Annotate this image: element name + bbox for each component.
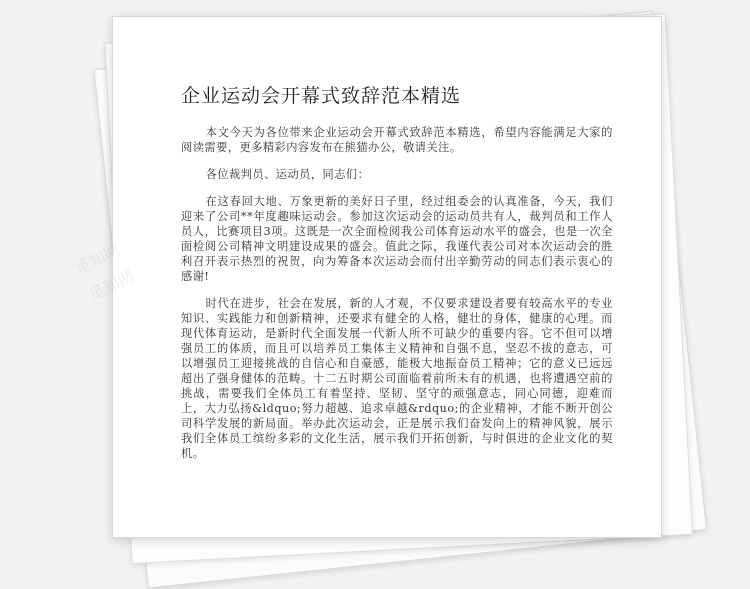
intro-paragraph: 本文今天为各位带来企业运动会开幕式致辞范本精选，希望内容能满足大家的阅读需要，更多精彩内容发布在熊猫办公，敬请关注。 xyxy=(181,126,613,154)
page-title: 企业运动会开幕式致辞范本精选 xyxy=(181,85,462,107)
body-paragraph: 时代在进步，社会在发展，新的人才观，不仅要求建设者要有较高水平的专业知识、实践能力和创新精神，还要求有健全的人格，健壮的身体，健康的心理。而现代体育运动，是新时代全面发展一代新人所不可缺少的重要内容。它不但可以增强员工的体质，而且可以培养员工集体主义精神和自强不息，坚忍不拔的意志，可以增强员工迎接挑战的自信心和自豪感，能极大地振奋员工精神；它的意义已远远超出了强身健体的范畴。十二五时期公司面临着前所未有的机遇，也将遭遇空前的挑战，需要我们全体员工有着坚持、坚韧、坚守的顽强意志，同心同德，迎难而上，大力弘扬&ldquo;努力超越、追求卓越&rdquo;的企业精神，才能不断开创公司科学发展的新局面。举办此次运动会，正是展示我们奋发向上的精神风貌，展示我们全体员工缤纷多彩的文化生活，展示我们开拓创新，与时俱进的企业文化的契机。 xyxy=(181,297,613,460)
document-body xyxy=(181,125,613,473)
watermark: 觅知网 xyxy=(85,265,138,306)
body-paragraph: 在这春回大地、万象更新的美好日子里，经过组委会的认真准备，今天，我们迎来了公司**年度趣味运动会。参加这次运动会的运动员共有人，裁判员和工作人员人，比赛项目3项。这既是一次全面检阅我公司体育运动水平的盛会，也是一次全面检阅公司精神文明建设成果的盛会。值此之际，我谨代表公司对本次运动会的胜利召开表示热烈的祝贺，向为筹备本次运动会而付出辛勤劳动的同志们表示衷心的感谢! xyxy=(181,195,613,283)
watermark: 觅知网 xyxy=(71,239,124,280)
salutation: 各位裁判员、运动员，同志们： xyxy=(205,168,370,181)
document-page xyxy=(71,16,662,538)
